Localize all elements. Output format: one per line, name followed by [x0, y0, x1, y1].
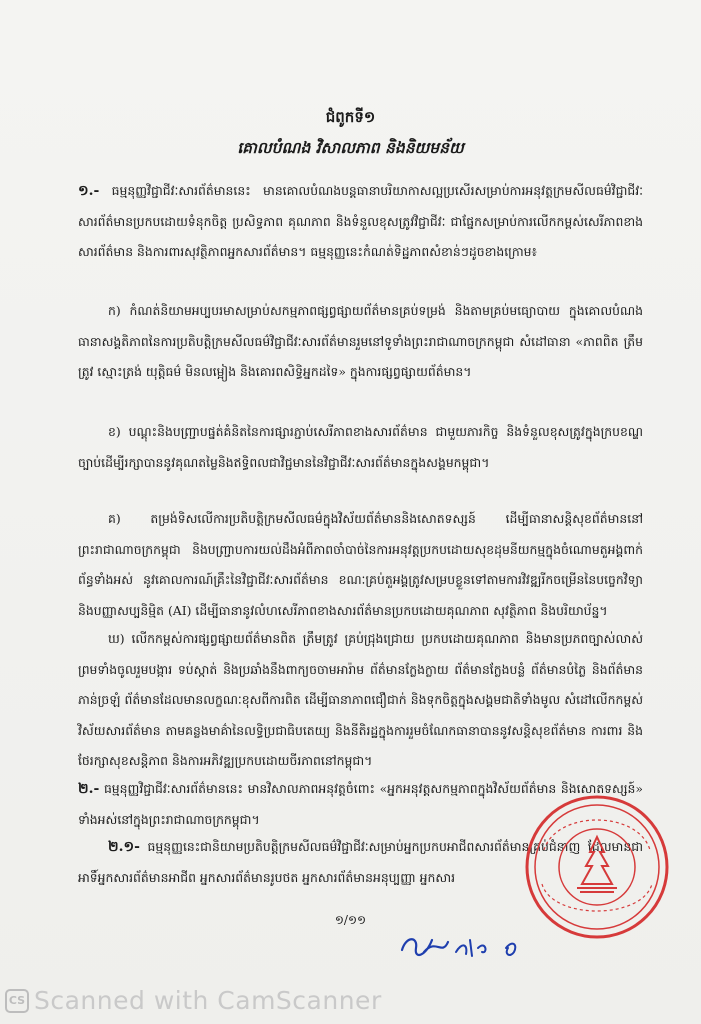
- signature-image: [396, 930, 536, 962]
- clause-ka: ក) កំណត់និយាមអប្បបរមាសម្រាប់សកម្មភាពផ្សព្វផ្សាយព័ត៌មានគ្រប់ទម្រង់ និងតាមគ្រប់មធ្យោបាយ ក្នុងគោលបំណងធានាសង្គតិភាពនៃការប្រតិបត្តិក្រមសីលធម៌វិជ្ជាជីវៈសារព័ត៌មានរួមនៅទូទាំងព្រះរាជាណាចក្រកម្ពុជា សំដៅធានា «ភាពពិត ត្រឹមត្រូវ ស្មោះត្រង់ យុត្តិធម៌ មិនលម្អៀង និងគោរពសិទ្ធិអ្នកដទៃ» ក្នុងការផ្សព្វផ្សាយព័ត៌មាន។: [78, 303, 643, 379]
- ministry-seal-image: [522, 792, 672, 942]
- camscanner-text: Scanned with CamScanner: [34, 986, 382, 1015]
- clause-ko: គ) តម្រង់ទិសលើការប្រតិបត្តិក្រមសីលធម៌ក្នុងវិស័យព័ត៌មាននិងសោតទស្សន៍ ដើម្បីធានាសន្តិសុខព័ត៌មាននៅព្រះរាជាណាចក្រកម្ពុជា និងបញ្ជ្រាបការយល់ដឹងអំពីភាពចាំបាច់នៃការអនុវត្តប្រកបដោយសុខដុមនីយកម្មក្នុងចំណោមតួអង្គពាក់ព័ន្ធទាំងអស់ នូវគោលការណ៍គ្រឹះនៃវិជ្ជាជីវៈសារព័ត៌មាន ខណៈគ្រប់តួអង្គត្រូវសម្របខ្លួនទៅតាមការវិវឌ្ឍរីកចម្រើននៃបច្ចេកវិទ្យា និងបញ្ញាសប្បនិម្មិត (AI) ដើម្បីធានានូវលំហសេរីភាពខាងសារព័ត៌មានប្រកបដោយគុណភាព សុវត្ថិភាព និងបរិយាប័ន្ន។: [78, 511, 643, 618]
- article-1-number: ១.-: [78, 183, 100, 199]
- clause-kha: ខ) បណ្ដុះនិងបញ្ជ្រាបផ្នត់គំនិតនៃការផ្សារភ្ជាប់សេរីភាពខាងសារព័ត៌មាន ជាមួយភារកិច្ច និងទំនួលខុសត្រូវក្នុងក្របខណ្ឌច្បាប់ដើម្បីរក្សាបាននូវគុណតម្លៃនិងឥទ្ធិពលជាវិជ្ជមាននៃវិជ្ជាជីវៈសារព័ត៌មានក្នុងសង្គមកម្ពុជា។: [78, 424, 643, 470]
- chapter-number: ជំពូកទី១: [325, 108, 376, 126]
- article-2-1-number: ២.១-: [108, 839, 140, 855]
- article-1-text: ធម្មនុញ្ញវិជ្ជាជីវៈសារព័ត៌មាននេះ មានគោលបំណងបន្តធានាបរិយាកាសល្អប្រសើរសម្រាប់ការអនុវត្តក្រមសីលធម៌វិជ្ជាជីវៈសារព័ត៌មានប្រកបដោយទំនុកចិត្ត ប្រសិទ្ធភាព គុណភាព និងទំនួលខុសត្រូវវិជ្ជាជីវៈ ជាផ្នែកសម្រាប់ការលើកកម្ពស់សេរីភាពខាងសារព័ត៌មាន និងការពារសុវត្ថិភាពអ្នកសារព័ត៌មាន។ ធម្មនុញ្ញនេះកំណត់ទិដ្ឋភាពសំខាន់ៗដូចខាងក្រោម៖: [78, 183, 643, 259]
- camscanner-watermark: [0, 984, 701, 1024]
- camscanner-logo: CS: [5, 989, 29, 1013]
- article-2-text: ធម្មនុញ្ញវិជ្ជាជីវៈសារព័ត៌មាននេះ មានវិសាលភាពអនុវត្តចំពោះ «អ្នកអនុវត្តសកម្មភាពក្នុងវិស័យព័ត៌មាន និងសោតទស្សន៍» ទាំងអស់នៅក្នុងព្រះរាជាណាចក្រកម្ពុជា។: [78, 781, 643, 827]
- page-number: ១/១១: [334, 913, 367, 927]
- article-1: [78, 176, 643, 268]
- article-2-number: ២.-: [78, 781, 100, 797]
- clause-kho: ឃ) លើកកម្ពស់ការផ្សព្វផ្សាយព័ត៌មានពិត ត្រឹមត្រូវ គ្រប់ជ្រុងជ្រោយ ប្រកបដោយគុណភាព និងមានប្រភពច្បាស់លាស់ ព្រមទាំងចូលរួមបង្ការ ទប់ស្កាត់ និងប្រឆាំងនឹងពាក្យចចាមអារ៉ាម ព័ត៌មានក្លែងក្លាយ ព័ត៌មានក្លែងបន្លំ ព័ត៌មានបំភ្លៃ និងព័ត៌មានភាន់ច្រឡំ ព័ត៌មានដែលមានលក្ខណៈខុសពីការពិត ដើម្បីធានាភាពជឿជាក់ និងទុកចិត្តក្នុងសង្គមជាតិទាំងមូល សំដៅលើកកម្ពស់វិស័យសារព័ត៌មាន តាមគន្លងមាគ៌ានៃលទ្ធិប្រជាធិបតេយ្យ និងនីតិរដ្ឋក្នុងការរួមចំណែកធានាបាននូវសន្តិសុខព័ត៌មាន ការពារ និងថែរក្សាសុខសន្តិភាព និងការអភិវឌ្ឍប្រកបដោយចីរភាពនៅកម្ពុជា។: [78, 631, 643, 768]
- article-2-1-text: ធម្មនុញ្ញនេះជានិយាមប្រតិបត្តិក្រមសីលធម៌វិជ្ជាជីវៈសម្រាប់អ្នកប្រកបអាជីពសារព័ត៌មានគ្រប់ជំនាញ ដែលមានជាអាទិ៍អ្នកសារព័ត៌មានអាជីព អ្នកសារព័ត៌មានរូបថត អ្នកសារព័ត៌មានអនុប្បញ្ញា អ្នកសារ: [78, 839, 643, 885]
- chapter-title: គោលបំណង វិសាលភាព និងនិយមន័យ: [237, 138, 464, 157]
